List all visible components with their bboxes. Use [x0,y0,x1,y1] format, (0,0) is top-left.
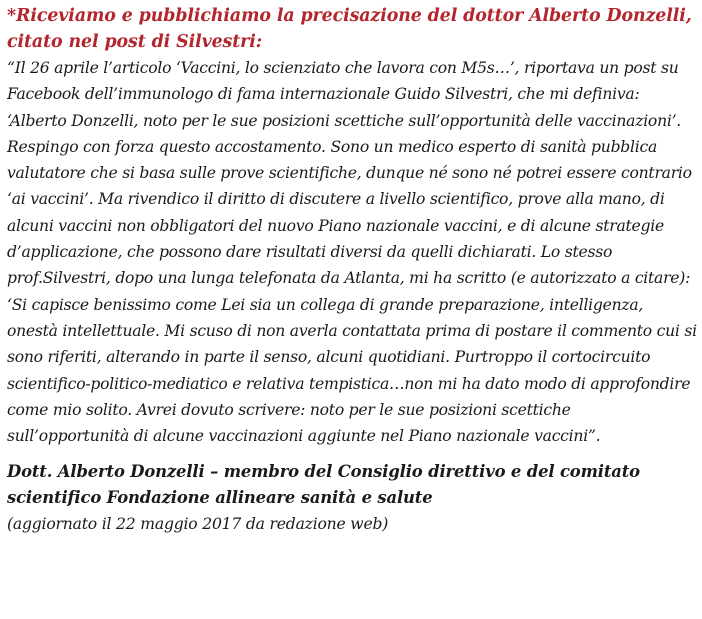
author-signature: Dott. Alberto Donzelli – membro del Consiglio direttivo e del comitato scientifico Fondazione allineare sanità e salute [7,462,640,508]
editorial-note-heading: *Riceviamo e pubblichiamo la precisazione del dottor Alberto Donzelli, citato nel post di Silvestri: [7,6,692,52]
quoted-statement: “Il 26 aprile l’articolo ‘Vaccini, lo scienziato che lavora con M5s…’, riportava un post su Facebook dell’immunologo di fama internazionale Guido Silvestri, che mi definiva: ‘Alberto Donzelli, noto per le sue posizioni scettiche sull’opportunità delle vaccinazioni’. Respingo con forza questo accostamento. Sono un medico esperto di sanità pubblica valutatore che si basa sulle prove scientifiche, dunque né sono né potrei essere contrario ‘ai vaccini’. Ma rivendico il diritto di discutere a livello scientifico, prove alla mano, di alcuni vaccini non obbligatori del nuovo Piano nazionale vaccini, e di alcune strategie d’applicazione, che possono dare risultati diversi da quelli dichiarati. Lo stesso prof.Silvestri, dopo una lunga telefonata da Atlanta, mi ha scritto (e autorizzato a citare): ‘Si capisce benissimo come Lei sia un collega di grande preparazione, intelligenza, onestà intellettuale. Mi scuso di non averla contattata prima di postare il commento cui si sono riferiti, alterando in parte il senso, alcuni quotidiani. Purtroppo il cortocircuito scientifico-politico-mediatico e relativa tempistica…non mi ha dato modo di approfondire come mio solito. Avrei dovuto scrivere: noto per le sue posizioni scettiche sull’opportunità di alcune vaccinazioni aggiunte nel Piano nazionale vaccini”. [7,59,697,446]
article-body [7,0,697,537]
update-note: (aggiornato il 22 maggio 2017 da redazione web) [7,515,389,534]
